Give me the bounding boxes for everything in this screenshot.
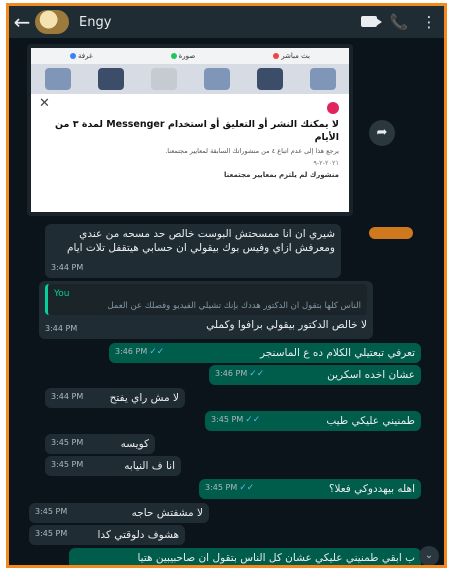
message-time: 3:45 PM <box>205 483 238 492</box>
chat-header <box>9 6 444 38</box>
phone-icon[interactable]: 📞 <box>389 13 409 31</box>
incoming-message[interactable] <box>45 224 341 278</box>
quoted-message[interactable] <box>45 284 367 315</box>
forward-icon[interactable]: ➦ <box>369 120 395 146</box>
outgoing-message[interactable] <box>109 343 421 363</box>
message-text: كويسه <box>120 438 149 450</box>
live-icon <box>273 53 279 59</box>
message-text: انا ف النيابه <box>124 460 175 472</box>
message-time: 3:45 PM <box>51 438 84 447</box>
message-time: 3:46 PM <box>215 369 248 378</box>
message-time: 3:44 PM <box>45 324 78 333</box>
close-icon: ✕ <box>39 96 50 111</box>
message-text: هشوف دلوقتي كدا <box>97 529 179 541</box>
outgoing-message[interactable] <box>199 479 421 499</box>
back-arrow-icon[interactable]: ← <box>13 10 31 34</box>
scroll-down-icon[interactable]: ⌄ <box>419 546 439 566</box>
image-tab-bar <box>31 48 349 64</box>
warning-icon <box>327 102 339 114</box>
message-time: 3:45 PM <box>211 415 244 424</box>
message-meta <box>51 260 83 275</box>
image-tab-photo <box>171 52 196 60</box>
message-text: لا مش راي يفتح <box>109 392 179 404</box>
video-camera-icon <box>361 16 377 27</box>
screenshot-frame <box>6 3 447 568</box>
read-receipt-icon: ✓✓ <box>239 483 255 493</box>
message-text: لا مشفتش حاجه <box>131 507 203 519</box>
image-tab-room <box>70 52 93 60</box>
incoming-message[interactable] <box>45 388 185 408</box>
message-meta <box>215 366 264 381</box>
message-meta <box>51 389 83 404</box>
room-icon <box>70 53 76 59</box>
read-receipt-icon: ✓✓ <box>245 415 261 425</box>
story-thumbnail <box>45 68 71 90</box>
contact-avatar[interactable] <box>35 10 69 34</box>
message-time: 3:45 PM <box>51 460 84 469</box>
outgoing-message[interactable] <box>69 548 421 568</box>
message-text: ب ابقي طمنيني عليكي عشان كل الناس بتقول ان صاحبيبين هتيا <box>137 552 415 564</box>
quote-text: الناس كلها بتقول ان الدكتور هددك بإنك تشيلي الفيديو وفصلك عن العمل <box>107 301 361 311</box>
incoming-message[interactable] <box>45 434 155 454</box>
message-meta <box>205 480 254 495</box>
read-receipt-icon: ✓✓ <box>149 347 165 357</box>
story-thumbnail <box>204 68 230 90</box>
stories-row <box>31 64 349 94</box>
message-text: عشان اخده اسكرين <box>327 369 415 381</box>
message-text: تعرفي تبعتيلي الكلام ده ع الماسنجر <box>259 347 415 359</box>
redaction-mark <box>369 227 413 239</box>
read-receipt-icon: ✓✓ <box>249 369 265 379</box>
image-tab-label: غرفة <box>77 52 93 60</box>
image-tab-live <box>273 52 310 60</box>
message-time: 3:45 PM <box>35 507 68 516</box>
notice-date: ٢٠٢١-٢-٩ <box>313 159 339 167</box>
incoming-message[interactable] <box>45 456 181 476</box>
message-text: شيري ان انا ممسحتش البوست خالص حد مسحه من عندي ومعرفش ازاي وفيس بوك بيقولي ان حسابي هيتقفل تلات ايام <box>67 228 335 254</box>
message-meta <box>211 412 260 427</box>
message-time: 3:46 PM <box>115 347 148 356</box>
shared-screenshot-image[interactable] <box>27 44 353 216</box>
notice-subtext: يرجع هذا إلى عدم اتباع ٤ من منشوراتك السابقة لمعايير مجتمعنا. <box>165 147 339 155</box>
incoming-reply-message[interactable] <box>39 281 373 339</box>
chat-area <box>9 38 444 565</box>
notice-footer: منشورك لم يلتزم بمعايير مجتمعنا <box>224 171 339 179</box>
video-call-button[interactable] <box>354 13 384 31</box>
message-time: 3:45 PM <box>35 529 68 538</box>
message-time: 3:44 PM <box>51 263 84 272</box>
message-text: اهله بيهددوكي فعلا؟ <box>328 483 415 495</box>
more-options-icon[interactable]: ⋮ <box>421 13 437 31</box>
message-meta <box>51 435 83 450</box>
message-meta <box>45 321 77 336</box>
story-thumbnail <box>310 68 336 90</box>
outgoing-message[interactable] <box>209 365 421 385</box>
incoming-message[interactable] <box>29 503 209 523</box>
message-time: 3:44 PM <box>51 392 84 401</box>
story-thumbnail <box>151 68 177 90</box>
incoming-message[interactable] <box>29 525 185 545</box>
photo-icon <box>171 53 177 59</box>
message-text: لا خالص الدكتور بيقولي برافوا وكملي <box>206 319 367 331</box>
image-tab-label: صورة <box>178 52 196 60</box>
restriction-notice <box>31 94 349 179</box>
contact-name[interactable]: Engy <box>79 14 112 30</box>
message-meta <box>35 504 67 519</box>
message-meta <box>115 344 164 359</box>
message-meta <box>35 526 67 541</box>
image-tab-label: بث مباشر <box>281 52 310 60</box>
notice-heading: لا يمكنك النشر أو التعليق أو استخدام Messenger لمدة ٣ من الأيام <box>55 119 339 143</box>
story-thumbnail <box>98 68 124 90</box>
quote-author: You <box>54 289 70 299</box>
outgoing-message[interactable] <box>205 411 421 431</box>
message-meta <box>51 457 83 472</box>
story-thumbnail <box>257 68 283 90</box>
message-text: طمنيني عليكي طيب <box>326 415 415 427</box>
